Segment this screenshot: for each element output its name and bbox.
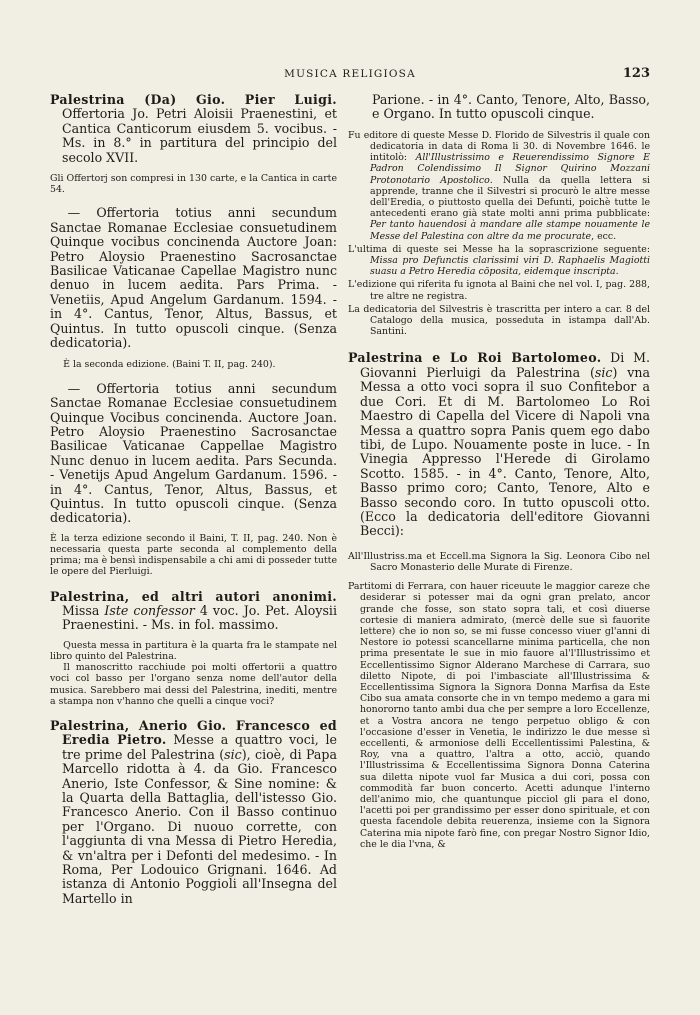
left-column — [50, 93, 337, 906]
entry-offertoria-pars-prima: — Offertoria totius anni secundum Sanctae Romanae Ecclesiae consuetudinem Quinque vocibus concinenda Auctore Joan: Petro Aloysio Praenestino Sacrosanctae Basilicae Vaticanae Capellae Magistro nunc denuo in lucem aedita. Pars Prima. - Venetiis, Apud Angelum Gardanum. 1594. - in 4°. Cantus, Tenor, Altus, Bassus, et Quintus. In tutto opuscoli cinque. (Senza dedicatoria). — [50, 205, 337, 351]
note-text: . — [615, 266, 619, 278]
entry-continuation: Parione. - in 4°. Canto, Tenore, Alto, Basso, e Organo. In tutto opuscoli cinque. — [372, 92, 650, 122]
page-header — [50, 68, 650, 84]
entry-sic: sic — [224, 746, 242, 762]
dedication-text: Partitomi di Ferrara, con hauer riceuute le maggior careze che desiderar si potesser mai da ogni gran prelato, ancor grande che fosse, son stato sopra tali, et così diuerse cortesie di maniera admirato, (mercè delle sue sì fauorite lettere) che io non so, se mi fusse concesso viuer gl'anni di Nestore io potessi scancellarne minima particella, che non prima presentate le sue in mio fauore al'l'Illustrissimo et Eccellentissimo Signor Alderano Marchese di Carrara, suo diletto Nipote, di poi l'imbasciate all'Illustrissima & Eccellentissima Signora la Signora Donna Marfisa da Este Cibo sua amata consorte che in vn tempo medemo a gara mi honororno tanto ambi dua che per sempre a loro Eccellenze, et a Vostra ancora ne tengo perpetuo obligo & con l'occasione d'esser in Venetia, le indirizzo le due messe sì eccellenti, & armoniose delli Eccellentissimi Palestina, & Roy, vna a quattro, l'altra a otto, acciò, quando l'Illustrissima & Eccellentissima Signora Donna Caterina sua diletta nipote vuol far Musica a dui cori, possa con commodità far buon concerto. Acetti adunque l'interno dell'animo mio, che quantunque picciol gli para el dono, l'acetti poi per grandissimo per esser dono spirituale, et con questa facendole debita reuerenza, insieme con la Signora Caterina mia nipote farò fine, con pregar Nostro Signor Idio, che le dia l'vna, & — [348, 581, 650, 850]
entry-note: Il manoscritto racchiude poi molti offertorii a quattro voci col basso per l'organo senza nome dell'autor della musica. Sarebbero mai dessi del Palestrina, inediti, mentre a stampa non v'hanno che quelli a cinque voci? — [50, 662, 337, 707]
entry-note — [348, 130, 650, 242]
right-column — [348, 93, 650, 850]
note-text: Fu editore di queste Messe D. Florido de Silvestris il quale con dedicatoria in data di Roma li 30. di Novembre 1646. le intitolò: — [348, 129, 650, 164]
entry-text: Messe a quattro voci, le tre prime del Palestrina ( — [62, 732, 337, 762]
entry-note: È la terza edizione secondo il Baini, T. II, pag. 240. Non è necessaria questa parte seconda al complemento della prima; ma è bensì indispensabile a chi ami di posseder tutte le opere del Pierluigi. — [50, 532, 337, 578]
entry-text: Offertoria Jo. Petri Aloisii Praenestini, et Cantica Canticorum eiusdem 5. vocibus. - Ms. in 8.° in partitura del principio del secolo XVII. — [62, 106, 337, 165]
note-italic: Missa pro Defunctis clarissimi viri D. Raphaelis Magiotti suasu a Petro Heredia cōposita, eidemque inscripta — [370, 255, 650, 278]
entry-text: ) vna Messa a otto voci sopra il suo Confitebor a due Cori. Et di M. Bartolomeo Lo Roi Maestro di Capella del Vicere di Napoli vna Messa a quattro sopra Panis quem ego dabo tibi, de Lupo. Nouamente poste in luce. - In Vinegia Appresso l'Herede di Girolamo Scotto. 1585. - in 4°. Canto, Tenore, Alto, Basso primo coro; Canto, Tenore, Alto e Basso secondo coro. In tutto opuscoli otto. (Ecco la dedicatoria dell'editore Giovanni Becci): — [360, 364, 651, 539]
entry-offertoria-pars-secunda: — Offertoria totius anni secundum Sanctae Romanae Ecclesiae consuetudinem Quinque Vocibus concinenda. Auctore Joan. Petro Aloysio Praenestino Sacrosanctae Basilicae Vaticanae Cappellae Magistro Nunc denuo in lucem aedita. Pars Secunda. - Venetijs Apud Angelum Gardanum. 1596. - in 4°. Cantus, Tenor, Altus, Bassus, et Quintus. In tutto opuscoli cinque. (Senza dedicatoria). — [50, 380, 337, 526]
note-text: L'ultima di queste sei Messe ha la soprascrizione seguente: — [348, 243, 650, 255]
entry-heading: Palestrina e Lo Roi Bartolomeo. — [348, 350, 602, 366]
entry-text: ), cioè, di Papa Marcello ridotta à 4. da Gio. Francesco Anerio, Iste Confessor, & Sine nomine: & la Quarta della Battaglia, dell'istesso Gio. Francesco Anerio. Con il Basso continuo per l'Organo. Di nuouo corrette, con l'aggiunta di vna Messa di Pietro Heredia, & vn'altra per i Defonti del medesimo. - In Roma, Per Lodouico Grignani. 1646. Ad istanza di Antonio Poggioli all'Insegna del Martello in — [62, 746, 337, 906]
entry-heading: Palestrina, Anerio Gio. Francesco ed Eredia Pietro. — [50, 718, 337, 748]
entry-note — [348, 244, 650, 278]
entry-sic: sic — [594, 364, 613, 380]
entry-palestrina-lo-roi — [348, 351, 650, 538]
entry-note: L'edizione qui riferita fu ignota al Baini che nel vol. I, pag. 288, tre altre ne registra. — [348, 279, 650, 302]
entry-text: Di M. Giovanni Pierluigi da Palestrina ( — [360, 350, 650, 380]
note-italic: Per tanto hauendosi à mandare alle stampe nouamente le Messe del Palestina con altre da me procurate — [370, 219, 650, 242]
page-number: 123 — [622, 66, 650, 81]
entry-text: Missa — [62, 602, 100, 618]
entry-note: Questa messa in partitura è la quarta fra le stampate nel libro quinto del Palestrina. — [50, 639, 337, 662]
entry-heading: Palestrina (Da) Gio. Pier Luigi. — [50, 92, 337, 107]
entry-note: La dedicatoria del Silvestris è trascritta per intero a car. 8 del Catalogo della musica, posseduta in istampa dall'Ab. Santini. — [348, 303, 650, 338]
entry-heading: Palestrina, ed altri autori anonimi. — [50, 588, 337, 604]
note-italic: All'Illustrissimo e Reuerendissimo Signore E Padron Colendissimo Il Signor Quirino Mozzani Protonotario Apostolico — [370, 152, 651, 186]
dedication-address: All'Illustriss.ma et Eccell.ma Signora la Sig. Leonora Cibo nel Sacro Monasterio delle Murate di Firenze. — [348, 550, 650, 573]
entry-palestrina-offertoria — [50, 93, 337, 165]
note-text: , ecc. — [591, 230, 617, 242]
note-text: . Nulla da quella lettera si apprende, tranne che il Silvestri si procurò le altre messe dell'Eredia, o piuttosto quella dei Defunti, poichè tutte le antecedenti erano già state molti anni prima pubblicate: — [370, 174, 650, 220]
entry-text: 4 voc. Jo. Pet. Aloysii Praenestini. - Ms. in fol. massimo. — [62, 602, 337, 633]
entry-palestrina-anerio-eredia — [50, 719, 337, 906]
entry-note: Gli Offertorj son compresi in 130 carte, e la Cantica in carte 54. — [50, 173, 337, 196]
entry-palestrina-anonimi — [50, 590, 337, 633]
running-title: MUSICA RELIGIOSA — [284, 68, 416, 80]
entry-note: È la seconda edizione. (Baini T. II, pag. 240). — [63, 358, 276, 370]
entry-title-italic: Iste confessor — [104, 602, 195, 618]
